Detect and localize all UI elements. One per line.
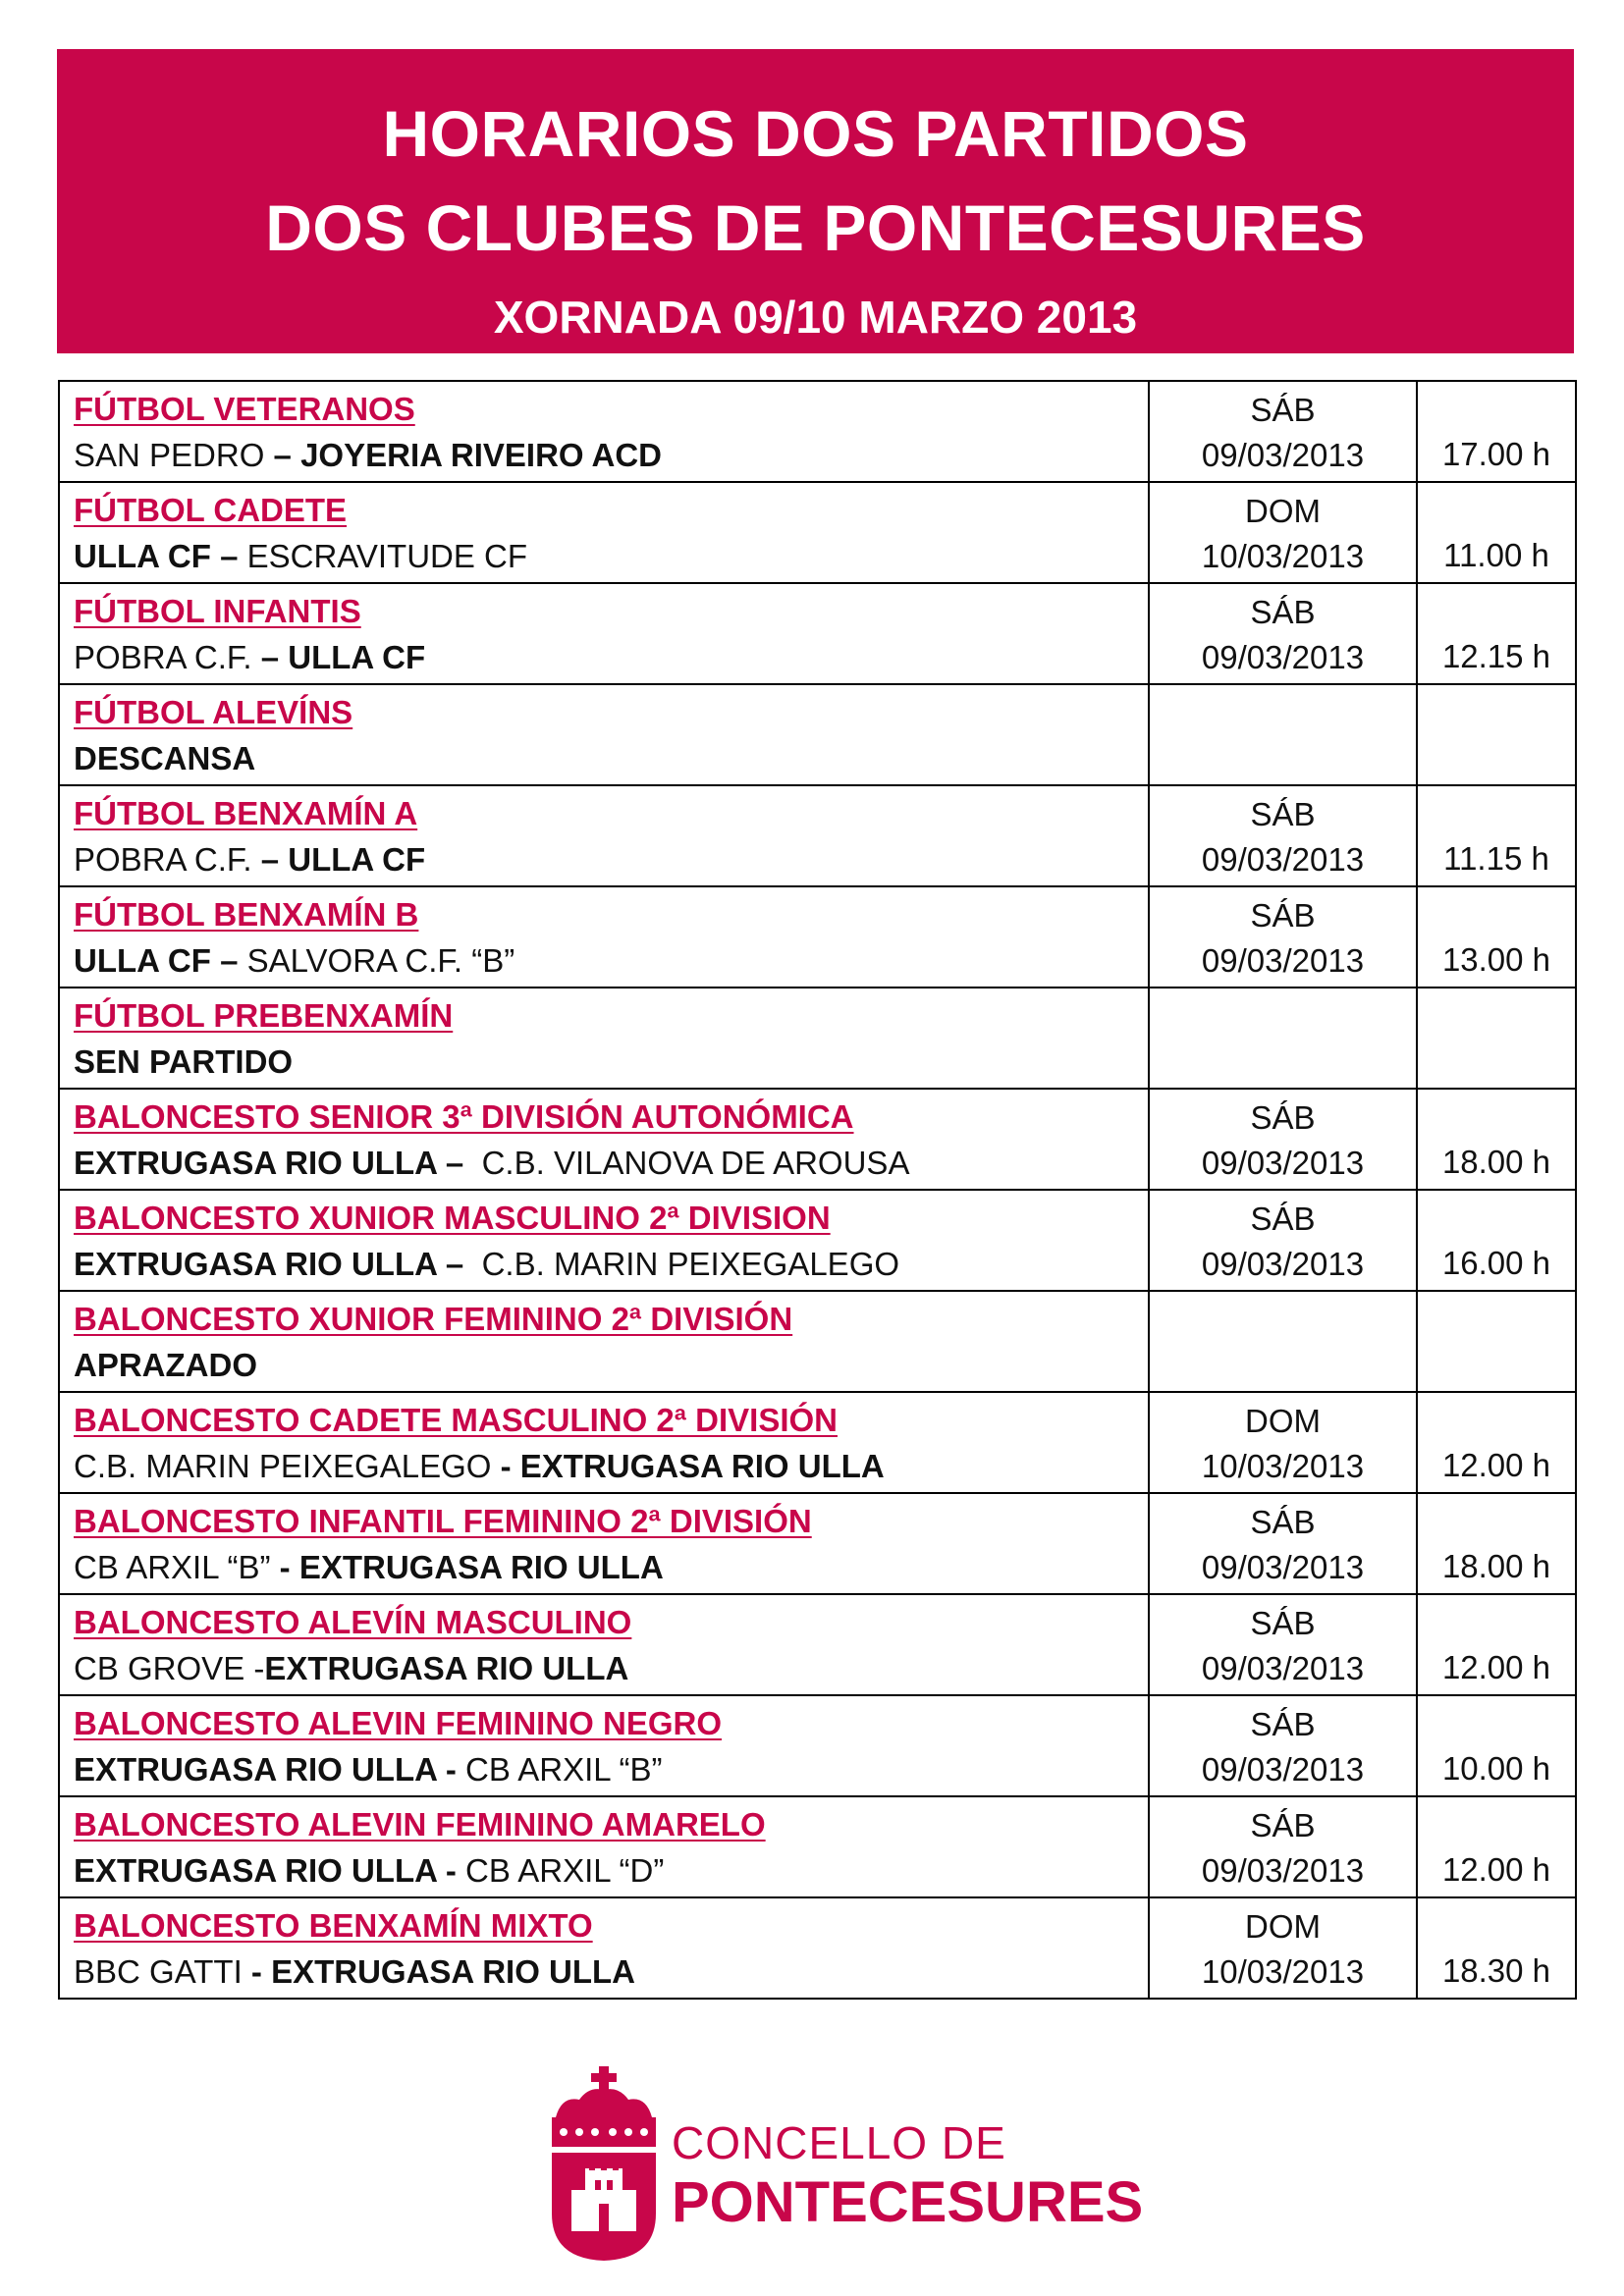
match-date: 09/03/2013 — [1201, 1246, 1365, 1282]
teams-line — [74, 1342, 1148, 1388]
table-row — [59, 1594, 1576, 1695]
match-cell — [59, 1796, 1149, 1897]
team-text: C.B. MARIN PEIXEGALEGO — [472, 1246, 900, 1282]
team-text: C.B. MARIN PEIXEGALEGO — [74, 1448, 501, 1484]
table-row — [59, 1695, 1576, 1796]
category-title: BALONCESTO XUNIOR MASCULINO 2ª DIVISION — [74, 1200, 831, 1236]
match-date: 09/03/2013 — [1201, 841, 1365, 878]
teams-line — [74, 1847, 1148, 1894]
team-text: CB ARXIL “B” — [74, 1549, 280, 1585]
team-text: EXTRUGASA RIO ULLA - — [74, 1852, 466, 1889]
teams-line — [74, 1241, 1148, 1287]
table-row — [59, 785, 1576, 886]
date-cell — [1149, 381, 1417, 482]
date-cell — [1149, 886, 1417, 988]
date-cell — [1149, 1493, 1417, 1594]
match-day: SÁB — [1250, 796, 1316, 832]
team-text: EXTRUGASA RIO ULLA - — [74, 1751, 466, 1788]
teams-line — [74, 634, 1148, 680]
match-day: SÁB — [1250, 1807, 1316, 1843]
table-row — [59, 1392, 1576, 1493]
category-title: FÚTBOL ALEVÍNS — [74, 694, 353, 730]
match-day: SÁB — [1250, 897, 1316, 934]
team-text: BBC GATTI — [74, 1953, 251, 1990]
table-row — [59, 1190, 1576, 1291]
category-title: BALONCESTO CADETE MASCULINO 2ª DIVISIÓN — [74, 1402, 838, 1438]
date-cell — [1149, 1190, 1417, 1291]
date-cell — [1149, 1695, 1417, 1796]
category-title: BALONCESTO ALEVÍN MASCULINO — [74, 1604, 632, 1640]
match-day: SÁB — [1250, 1099, 1316, 1136]
team-text: SEN PARTIDO — [74, 1043, 294, 1080]
match-cell — [59, 1392, 1149, 1493]
team-text: – ULLA CF — [260, 639, 426, 675]
category-title: BALONCESTO XUNIOR FEMININO 2ª DIVISIÓN — [74, 1301, 793, 1337]
brand-text — [672, 2115, 1143, 2235]
match-day: DOM — [1245, 493, 1321, 529]
teams-line — [74, 937, 1148, 984]
teams-line — [74, 1443, 1148, 1489]
match-time: 18.00 h — [1417, 1089, 1576, 1190]
teams-line — [74, 1746, 1148, 1792]
date-cell — [1149, 1089, 1417, 1190]
category-title: FÚTBOL INFANTIS — [74, 593, 361, 629]
table-row — [59, 482, 1576, 583]
match-day: SÁB — [1250, 392, 1316, 428]
team-text: - EXTRUGASA RIO ULLA — [279, 1549, 664, 1585]
date-cell — [1149, 583, 1417, 684]
match-time: 18.00 h — [1417, 1493, 1576, 1594]
match-time: 12.00 h — [1417, 1392, 1576, 1493]
match-day: SÁB — [1250, 1605, 1316, 1641]
teams-line — [74, 1645, 1148, 1691]
table-row — [59, 583, 1576, 684]
team-text: C.B. VILANOVA DE AROUSA — [472, 1145, 910, 1181]
match-time: 18.30 h — [1417, 1897, 1576, 1999]
match-day: SÁB — [1250, 594, 1316, 630]
teams-line — [74, 1039, 1148, 1085]
match-cell — [59, 988, 1149, 1089]
team-text: SAN PEDRO — [74, 437, 274, 473]
teams-line — [74, 432, 1148, 478]
teams-line — [74, 1949, 1148, 1995]
category-title: FÚTBOL BENXAMÍN A — [74, 795, 418, 831]
match-day: SÁB — [1250, 1504, 1316, 1540]
coat-of-arms-icon — [550, 2066, 658, 2263]
team-text: DESCANSA — [74, 740, 256, 776]
category-title: BALONCESTO ALEVIN FEMININO AMARELO — [74, 1806, 766, 1842]
teams-line — [74, 836, 1148, 882]
date-cell — [1149, 1291, 1417, 1392]
table-row — [59, 1493, 1576, 1594]
schedule-table — [58, 380, 1577, 2000]
match-time — [1417, 684, 1576, 785]
date-cell — [1149, 1897, 1417, 1999]
match-cell — [59, 1089, 1149, 1190]
category-title: BALONCESTO BENXAMÍN MIXTO — [74, 1907, 593, 1944]
match-time: 17.00 h — [1417, 381, 1576, 482]
category-title: BALONCESTO ALEVIN FEMININO NEGRO — [74, 1705, 723, 1741]
footer-logo — [550, 2066, 1144, 2263]
team-text: ULLA CF – — [74, 942, 247, 979]
team-text: CB GROVE - — [74, 1650, 265, 1686]
match-cell — [59, 381, 1149, 482]
table-row — [59, 684, 1576, 785]
header-subtitle: XORNADA 09/10 MARZO 2013 — [493, 292, 1138, 343]
team-text: CB ARXIL “B” — [465, 1751, 663, 1788]
header-title-line2: DOS CLUBES DE PONTECESURES — [265, 191, 1366, 264]
teams-line — [74, 1140, 1148, 1186]
match-cell — [59, 1695, 1149, 1796]
category-title: FÚTBOL CADETE — [74, 492, 348, 528]
category-title: BALONCESTO INFANTIL FEMININO 2ª DIVISIÓN — [74, 1503, 812, 1539]
page-header — [57, 49, 1574, 353]
table-row — [59, 988, 1576, 1089]
team-text: ESCRAVITUDE CF — [246, 538, 528, 574]
match-cell — [59, 583, 1149, 684]
match-time — [1417, 1291, 1576, 1392]
team-text: SALVORA C.F. “B” — [246, 942, 515, 979]
date-cell — [1149, 1392, 1417, 1493]
team-text: - EXTRUGASA RIO ULLA — [250, 1953, 636, 1990]
match-date: 09/03/2013 — [1201, 1852, 1365, 1889]
team-text: POBRA C.F. — [74, 639, 261, 675]
team-text: – ULLA CF — [260, 841, 426, 878]
match-day: SÁB — [1250, 1201, 1316, 1237]
match-cell — [59, 1190, 1149, 1291]
team-text: EXTRUGASA RIO ULLA — [264, 1650, 629, 1686]
team-text: – JOYERIA RIVEIRO ACD — [273, 437, 663, 473]
date-cell — [1149, 1594, 1417, 1695]
match-cell — [59, 785, 1149, 886]
table-row — [59, 381, 1576, 482]
category-title: FÚTBOL BENXAMÍN B — [74, 896, 419, 933]
match-time: 12.15 h — [1417, 583, 1576, 684]
category-title: BALONCESTO SENIOR 3ª DIVISIÓN AUTONÓMICA — [74, 1098, 854, 1135]
match-date: 09/03/2013 — [1201, 1751, 1365, 1788]
match-cell — [59, 1291, 1149, 1392]
brand-line2: PONTECESURES — [672, 2170, 1144, 2234]
schedule-table-body — [59, 381, 1576, 1999]
teams-line — [74, 735, 1148, 781]
date-cell — [1149, 1796, 1417, 1897]
match-cell — [59, 1493, 1149, 1594]
match-date: 09/03/2013 — [1201, 1650, 1365, 1686]
match-cell — [59, 684, 1149, 785]
match-cell — [59, 1897, 1149, 1999]
match-time: 12.00 h — [1417, 1594, 1576, 1695]
teams-line — [74, 1544, 1148, 1590]
team-text: POBRA C.F. — [74, 841, 261, 878]
match-date: 10/03/2013 — [1201, 538, 1365, 574]
match-day: DOM — [1245, 1908, 1321, 1945]
match-date: 09/03/2013 — [1201, 1145, 1365, 1181]
team-text: APRAZADO — [74, 1347, 257, 1383]
match-time: 13.00 h — [1417, 886, 1576, 988]
table-row — [59, 1897, 1576, 1999]
match-date: 10/03/2013 — [1201, 1448, 1365, 1484]
match-date: 09/03/2013 — [1201, 942, 1365, 979]
match-time: 12.00 h — [1417, 1796, 1576, 1897]
match-time: 11.00 h — [1417, 482, 1576, 583]
table-row — [59, 886, 1576, 988]
match-date: 09/03/2013 — [1201, 639, 1365, 675]
category-title: FÚTBOL PREBENXAMÍN — [74, 997, 454, 1034]
team-text: EXTRUGASA RIO ULLA – — [74, 1145, 473, 1181]
date-cell — [1149, 785, 1417, 886]
match-time: 11.15 h — [1417, 785, 1576, 886]
match-time: 10.00 h — [1417, 1695, 1576, 1796]
match-date: 09/03/2013 — [1201, 1549, 1365, 1585]
team-text: - EXTRUGASA RIO ULLA — [500, 1448, 885, 1484]
table-row — [59, 1089, 1576, 1190]
brand-line1: CONCELLO DE — [672, 2117, 1006, 2168]
match-cell — [59, 482, 1149, 583]
match-date: 09/03/2013 — [1201, 437, 1365, 473]
match-time: 16.00 h — [1417, 1190, 1576, 1291]
match-day: DOM — [1245, 1403, 1321, 1439]
category-title: FÚTBOL VETERANOS — [74, 391, 415, 427]
date-cell — [1149, 988, 1417, 1089]
teams-line — [74, 533, 1148, 579]
match-cell — [59, 1594, 1149, 1695]
match-date: 10/03/2013 — [1201, 1953, 1365, 1990]
table-row — [59, 1291, 1576, 1392]
header-title-line1: HORARIOS DOS PARTIDOS — [382, 97, 1249, 170]
team-text: EXTRUGASA RIO ULLA – — [74, 1246, 473, 1282]
match-time — [1417, 988, 1576, 1089]
table-row — [59, 1796, 1576, 1897]
team-text: ULLA CF – — [74, 538, 247, 574]
match-cell — [59, 886, 1149, 988]
date-cell — [1149, 482, 1417, 583]
match-day: SÁB — [1250, 1706, 1316, 1742]
team-text: CB ARXIL “D” — [465, 1852, 665, 1889]
date-cell — [1149, 684, 1417, 785]
